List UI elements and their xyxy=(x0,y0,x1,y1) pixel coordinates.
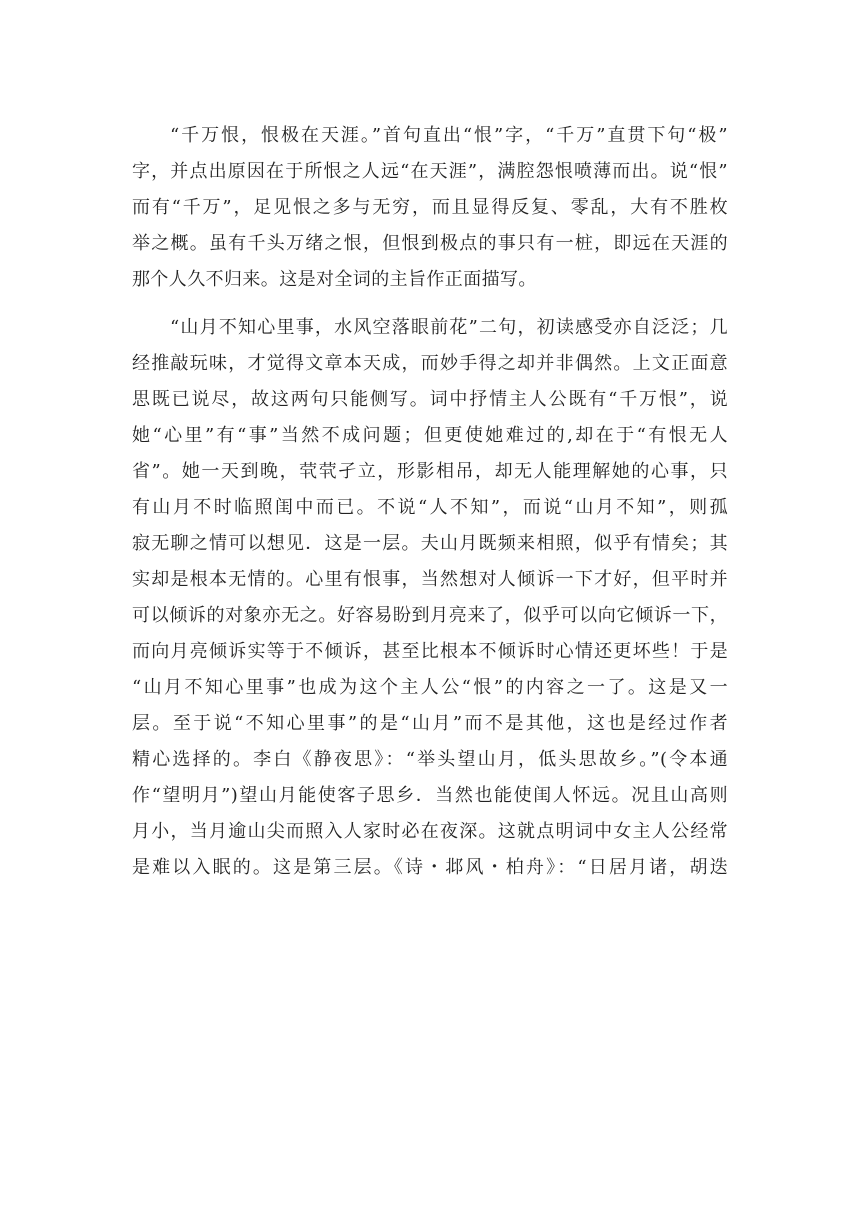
text-line: “山月不知心里事，水风空落眼前花”二句，初读感受亦自泛泛；几 xyxy=(170,317,728,338)
text-line: 字，并点出原因在于所恨之人远“在天涯”，满腔怨恨喷薄而出。说“恨” xyxy=(132,161,728,182)
text-line: 实却是根本无情的。心里有恨事，当然想对人倾诉一下才好，但平时并 xyxy=(132,569,728,590)
paragraph-2 xyxy=(132,310,728,886)
text-line: 而有“千万”，足见恨之多与无穷，而且显得反复、零乱，大有不胜枚 xyxy=(132,197,728,218)
text-line: 她“心里”有“事”当然不成问题；但更使她难过的,却在于“有恨无人 xyxy=(132,425,728,446)
paragraph-gap xyxy=(132,298,728,310)
text-line: “山月不知心里事”也成为这个主人公“恨”的内容之一了。这是又一 xyxy=(132,677,728,698)
text-line: 那个人久不归来。这是对全词的主旨作正面描写。 xyxy=(132,269,537,290)
text-line: 作“望明月”)望山月能使客子思乡．当然也能使闺人怀远。况且山高则 xyxy=(132,785,728,806)
text-line: 可以倾诉的对象亦无之。好容易盼到月亮来了，似乎可以向它倾诉一下， xyxy=(132,605,728,626)
text-line: 而向月亮倾诉实等于不倾诉，甚至比根本不倾诉时心情还更坏些！于是 xyxy=(132,641,728,662)
text-line: 精心选择的。李白《静夜思》：“举头望山月，低头思故乡。”(令本通 xyxy=(132,749,728,770)
text-line: 经推敲玩味，才觉得文章本天成，而妙手得之却并非偶然。上文正面意 xyxy=(132,353,728,374)
article-body xyxy=(132,118,728,886)
text-line: 月小，当月逾山尖而照入人家时必在夜深。这就点明词中女主人公经常 xyxy=(132,821,728,842)
text-line: 寂无聊之情可以想见．这是一层。夫山月既频来相照，似乎有情矣；其 xyxy=(132,533,728,554)
paragraph-1 xyxy=(132,118,728,298)
text-line: 举之概。虽有千头万绪之恨，但恨到极点的事只有一桩，即远在天涯的 xyxy=(132,233,728,254)
text-line: 是难以入眠的。这是第三层。《诗・邶风・柏舟》：“日居月诸，胡迭 xyxy=(132,857,728,878)
text-line: 有山月不时临照闺中而已。不说“人不知”，而说“山月不知”，则孤 xyxy=(132,497,728,518)
text-line: “千万恨，恨极在天涯。”首句直出“恨”字，“千万”直贯下句“极” xyxy=(170,125,728,146)
text-line: 省”。她一天到晚，茕茕孑立，形影相吊，却无人能理解她的心事，只 xyxy=(132,461,728,482)
text-line: 层。至于说“不知心里事”的是“山月”而不是其他，这也是经过作者 xyxy=(132,713,728,734)
text-line: 思既已说尽，故这两句只能侧写。词中抒情主人公既有“千万恨”，说 xyxy=(132,389,728,410)
